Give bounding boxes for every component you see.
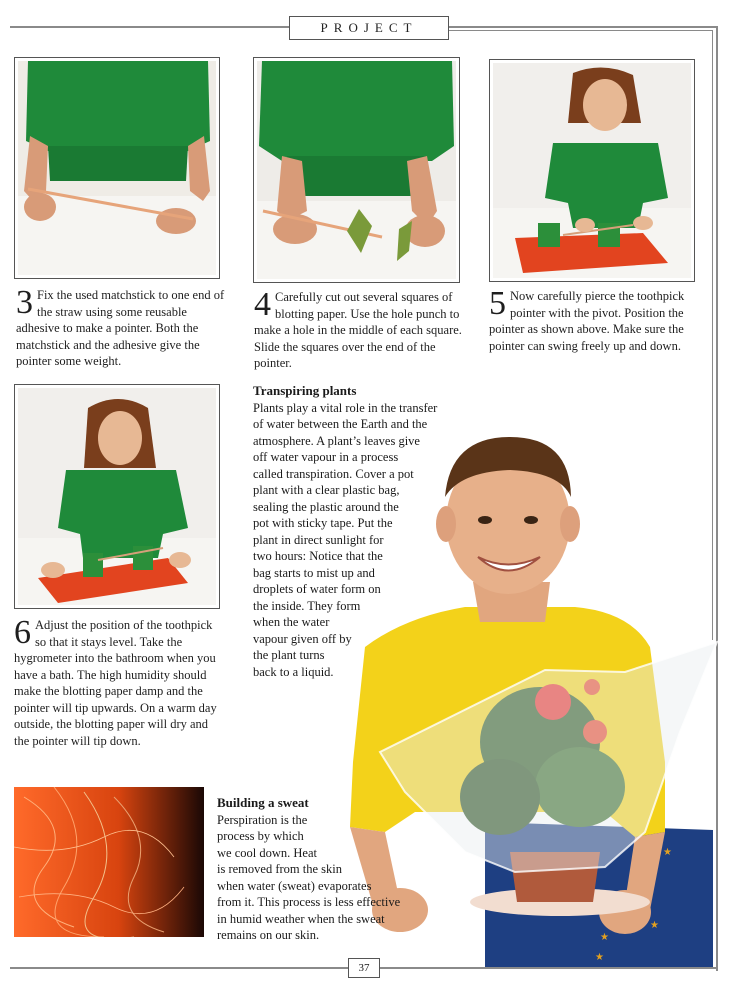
tp-line: back to a liquid.	[253, 664, 334, 679]
tp-line: plant in direct sunlight for	[253, 532, 384, 547]
step-4-number: 4	[254, 286, 271, 323]
photo-step-4	[253, 57, 460, 283]
tp-line: of water between the Earth and the	[253, 417, 428, 431]
svg-text:★: ★	[650, 920, 659, 931]
frame-top-right	[447, 26, 717, 28]
transpiring-plants-title: Transpiring plants	[253, 383, 357, 398]
frame-top-right-inner	[447, 30, 713, 31]
step-4-text	[254, 286, 464, 372]
svg-text:★: ★	[595, 952, 604, 963]
frame-bottom-left	[10, 967, 348, 969]
sweat-line: remains on our skin.	[217, 928, 320, 942]
step-3-illustration	[18, 61, 216, 275]
building-a-sweat-title: Building a sweat	[217, 795, 309, 810]
tp-line: pot with sticky tape. Put the	[253, 516, 393, 530]
tp-line: the inside. They form	[253, 598, 361, 613]
tp-line: called transpiration. Cover a pot	[253, 466, 414, 481]
step-6-instructions: Adjust the position of the toothpick so that it stays level. Take the hygrometer into the bathroom when you have a bath. The high humidity should make the blotting paper damp and the pointer will tip upwards. On a warm day outside, the blotting paper will dry and the pointer will tip down.	[14, 618, 217, 748]
tp-line: when the water	[253, 615, 330, 629]
tp-line: plant with a clear plastic bag,	[253, 483, 400, 497]
photo-step-6	[14, 384, 220, 609]
fibers-illustration	[14, 787, 204, 937]
step-3-text	[16, 284, 228, 370]
photo-step-3	[14, 57, 220, 279]
sweat-line: process by which	[217, 829, 304, 843]
sweat-line: we cool down. Heat	[217, 845, 317, 860]
step-4-instructions: Carefully cut out several squares of blotting paper. Use the hole punch to make a hole in the middle of each square. Slide the squares over the end of the pointer.	[254, 290, 462, 370]
step-6-text	[14, 614, 226, 749]
tp-line: atmosphere. A plant’s leaves give	[253, 433, 420, 448]
page-number: 37	[348, 958, 380, 978]
tp-line: vapour given off by	[253, 631, 352, 646]
building-a-sweat-section	[217, 795, 437, 944]
tp-line: the plant turns	[253, 648, 325, 662]
sweat-line: is removed from the skin	[217, 862, 342, 876]
step-5-illustration	[493, 63, 691, 278]
step-5-number: 5	[489, 285, 506, 322]
step-5-text	[489, 285, 697, 354]
step-3-number: 3	[16, 284, 33, 321]
sweat-line: in humid weather when the sweat	[217, 911, 385, 926]
tp-line: droplets of water form on	[253, 582, 381, 596]
step-4-illustration	[257, 61, 456, 279]
step-5-instructions: Now carefully pierce the toothpick pointer with the pivot. Position the pointer as shown above. Make sure the pointer can swing freely up and down.	[489, 289, 685, 353]
tp-line: off water vapour in a process	[253, 450, 399, 464]
tp-line: bag starts to mist up and	[253, 565, 375, 580]
tp-line: two hours: Notice that the	[253, 549, 383, 563]
svg-text:★: ★	[663, 847, 672, 858]
tp-line: Plants play a vital role in the transfer	[253, 400, 438, 415]
tp-line: sealing the plastic around the	[253, 499, 399, 514]
photo-step-5	[489, 59, 695, 282]
sweat-line: when water (sweat) evaporates	[217, 878, 372, 893]
step-3-instructions: Fix the used matchstick to one end of the straw using some reusable adhesive to make a pointer. Both the matchstick and the adhesive give the pointer some weight.	[16, 288, 225, 368]
sweat-line: from it. This process is less effective	[217, 895, 401, 909]
step-6-illustration	[18, 388, 216, 605]
frame-bottom-right	[378, 967, 717, 969]
step-6-number: 6	[14, 614, 31, 651]
sweat-line: Perspiration is the	[217, 812, 308, 827]
sweat-fibers-photo	[14, 787, 204, 937]
frame-top-left	[10, 26, 289, 28]
svg-text:★: ★	[600, 932, 609, 943]
section-header: PROJECT	[289, 16, 449, 40]
